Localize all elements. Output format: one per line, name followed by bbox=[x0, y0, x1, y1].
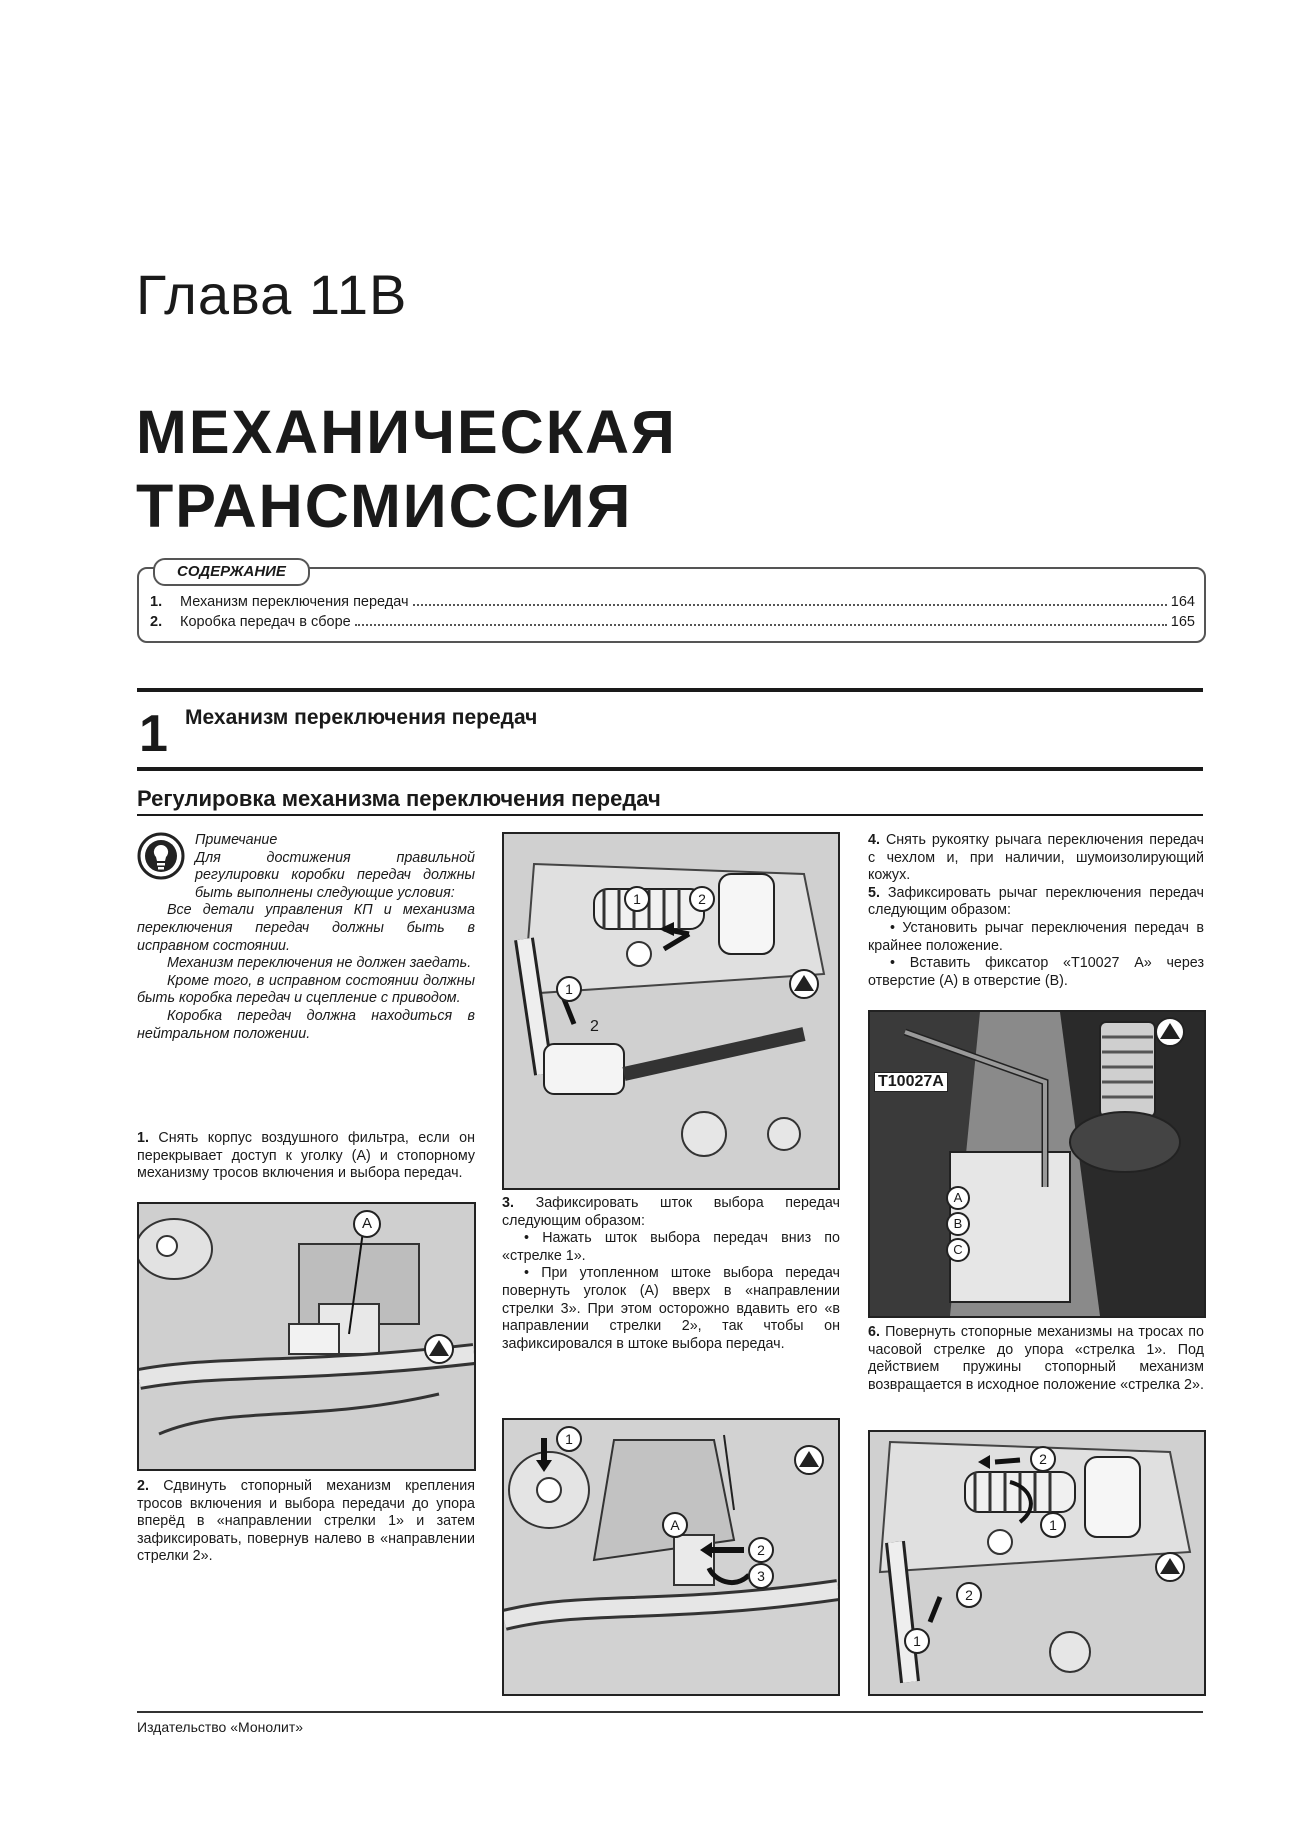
callout-2: 2 bbox=[590, 1018, 599, 1035]
toc-item-number: 1. bbox=[150, 594, 163, 610]
callout-2: 2 bbox=[748, 1537, 774, 1563]
figure-step-3-bottom bbox=[502, 1418, 840, 1696]
note-block bbox=[137, 832, 475, 1043]
step-3: 3. Зафиксировать шток выбора передач следующим образом: • Нажать шток выбора передач вниз по «стрелке 1». • При утопленном штоке выбора передач повернуть уголок (А) вверх в «направлении стрелки 3». При этом осторожно вдавить его «в направлении стрелки 2», так чтобы он зафиксировался в штоке выбора передач. bbox=[502, 1195, 841, 1352]
step-bullet: При утопленном штоке выбора передач повернуть уголок (А) вверх в «направлении стрелки 3». При этом осторожно вдавить его «в направлении стрелки 2», так чтобы он зафиксировался в штоке выбора передач. bbox=[502, 1265, 840, 1352]
figure-step-1-illustration bbox=[139, 1204, 474, 1469]
figure-step-5-illustration bbox=[870, 1012, 1204, 1316]
step-number: 4. bbox=[868, 832, 880, 848]
callout-2: 2 bbox=[1030, 1446, 1056, 1472]
footer-rule bbox=[137, 1711, 1203, 1713]
step-text: Повернуть стопорные механизмы на тросах по часовой стрелке до упора «стрелка 1». Под действием пружины стопорный механизм возвращается в исходное положение «стрелка 2». bbox=[868, 1324, 1204, 1393]
toc-item-title: Коробка передач в сборе bbox=[180, 614, 351, 630]
title-line-1: МЕХАНИЧЕСКАЯ bbox=[136, 398, 677, 466]
publisher-footer: Издательство «Монолит» bbox=[137, 1719, 304, 1735]
section-number: 1 bbox=[139, 705, 168, 763]
page-title bbox=[136, 395, 677, 543]
toc-item-number: 2. bbox=[150, 614, 163, 630]
figure-step-3-bottom-illustration bbox=[504, 1420, 838, 1694]
title-line-2: ТРАНСМИССИЯ bbox=[136, 472, 633, 540]
note-paragraph: Кроме того, в исправном состоянии должны быть коробка передач и сцепление с приводом. bbox=[137, 972, 475, 1007]
callout-a: A bbox=[353, 1210, 381, 1238]
toc-item-page: 165 bbox=[1170, 614, 1195, 630]
step-text: Снять корпус воздушного фильтра, если он перекрывает доступ к уголку (А) и стопорному механизму тросов включения и выбора передач. bbox=[137, 1130, 475, 1182]
toc-leader bbox=[413, 604, 1167, 606]
toc-item-title: Механизм переключения передач bbox=[180, 594, 409, 610]
figure-step-5 bbox=[868, 1010, 1206, 1318]
figure-step-1 bbox=[137, 1202, 476, 1471]
callout-1: 1 bbox=[624, 886, 650, 912]
toc-leader bbox=[355, 624, 1167, 626]
toc-label: СОДЕРЖАНИЕ bbox=[153, 558, 310, 586]
step-number: 5. bbox=[868, 884, 880, 901]
step-text: Зафиксировать рычаг переключения передач следующим образом: bbox=[868, 884, 1204, 919]
step-bullet: Установить рычаг переключения передач в крайнее положение. bbox=[868, 919, 1205, 954]
subsection-rule bbox=[137, 814, 1203, 816]
step-4-5: 4. Снять рукоятку рычага переключения передач с чехлом и, при наличии, шумоизолирующий кожух. 5. Зафиксировать рычаг переключения передач следующим образом: • Установить рычаг переключения передач в крайнее положение. • Вставить фиксатор «Т10027 А» через отверстие (А) в отверстие (В). bbox=[868, 832, 1205, 989]
callout-2: 2 bbox=[689, 886, 715, 912]
step-bullet: Нажать шток выбора передач вниз по «стрелке 1». bbox=[502, 1230, 841, 1264]
note-heading: Примечание bbox=[195, 832, 278, 848]
callout-c: C bbox=[946, 1238, 970, 1262]
callout-3: 3 bbox=[748, 1563, 774, 1589]
figure-step-6-illustration bbox=[870, 1432, 1204, 1694]
note-paragraph: Для достижения правильной регулировки коробки передач должны быть выполнены следующие условия: bbox=[195, 849, 475, 901]
step-number: 2. bbox=[137, 1478, 149, 1494]
step-2 bbox=[137, 1478, 475, 1566]
callout-a: A bbox=[662, 1512, 688, 1538]
step-number: 1. bbox=[137, 1130, 149, 1146]
toc-item[interactable] bbox=[150, 592, 1195, 610]
step-number: 6. bbox=[868, 1324, 880, 1340]
note-paragraph: Коробка передач должна находиться в нейтральном положении. bbox=[137, 1007, 475, 1042]
step-number: 3. bbox=[502, 1195, 514, 1211]
step-text: Зафиксировать шток выбора передач следующим образом: bbox=[502, 1195, 840, 1229]
section-bottom-rule bbox=[137, 767, 1203, 771]
step-text: Сдвинуть стопорный механизм крепления тросов включения и выбора передачи до упора вперёд в «направлении стрелки 1» и затем зафиксировать, повернув налево в «направлении стрелки 2». bbox=[137, 1478, 475, 1565]
tool-label: T10027A bbox=[874, 1072, 948, 1092]
step-text: Снять рукоятку рычага переключения передач с чехлом и, при наличии, шумоизолирующий кожух. bbox=[868, 832, 1204, 884]
callout-1: 1 bbox=[556, 1426, 582, 1452]
callout-a: A bbox=[946, 1186, 970, 1210]
callout-1: 1 bbox=[1040, 1512, 1066, 1538]
note-paragraph: Механизм переключения не должен заедать. bbox=[167, 955, 472, 972]
step-6 bbox=[868, 1324, 1204, 1394]
subsection-title: Регулировка механизма переключения передач bbox=[137, 786, 661, 811]
figure-step-3-top bbox=[502, 832, 840, 1190]
figure-step-6 bbox=[868, 1430, 1206, 1696]
callout-1: 1 bbox=[556, 976, 582, 1002]
step-1 bbox=[137, 1130, 475, 1183]
toc-item[interactable] bbox=[150, 612, 1195, 630]
note-paragraph: Все детали управления КП и механизма переключения передач должны быть в исправном состоянии. bbox=[137, 902, 475, 954]
section-top-rule bbox=[137, 688, 1203, 692]
figure-step-3-top-illustration bbox=[504, 834, 838, 1188]
callout-b: B bbox=[946, 1212, 970, 1236]
chapter-label: Глава 11В bbox=[136, 263, 408, 326]
callout-1: 1 bbox=[904, 1628, 930, 1654]
callout-2: 2 bbox=[956, 1582, 982, 1608]
section-title: Механизм переключения передач bbox=[185, 706, 538, 729]
step-bullet: Вставить фиксатор «Т10027 А» через отверстие (А) в отверстие (В). bbox=[868, 955, 1205, 989]
toc-item-page: 164 bbox=[1170, 594, 1195, 610]
